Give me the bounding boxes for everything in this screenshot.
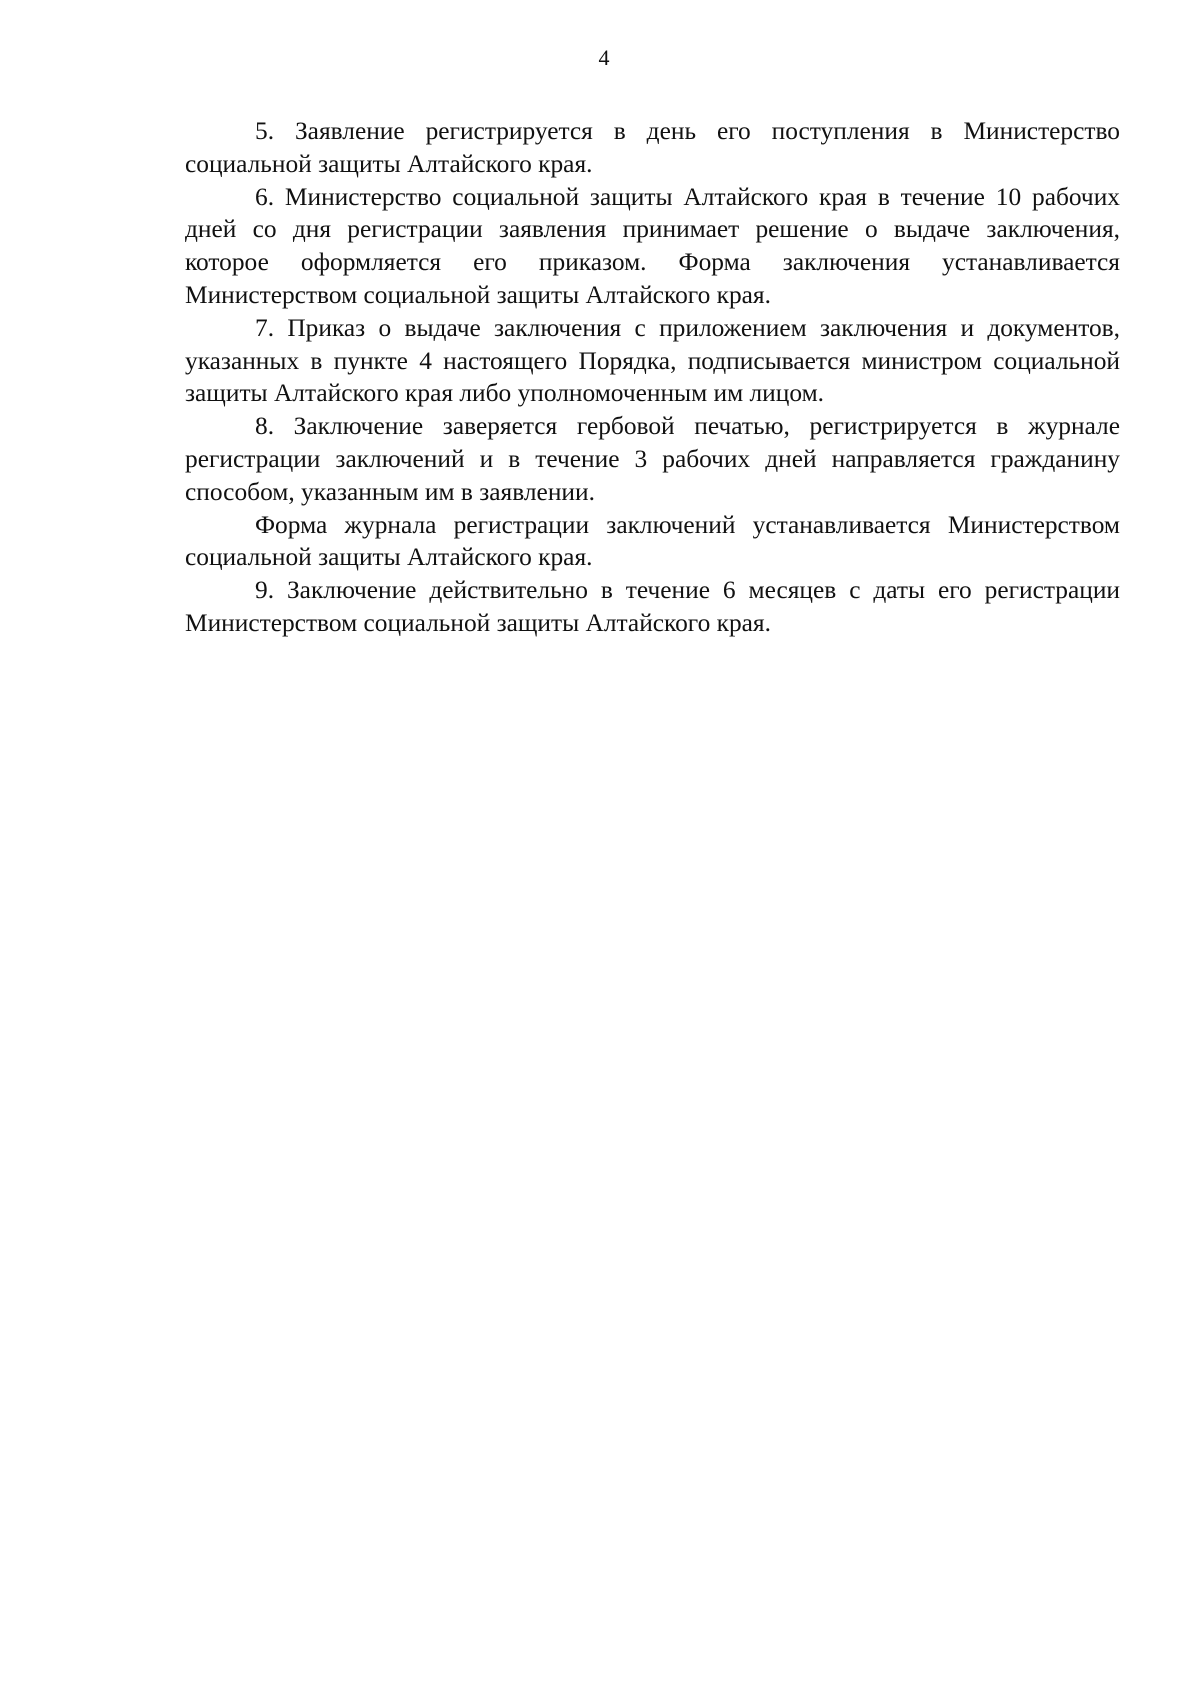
paragraph-5: 5. Заявление регистрируется в день его поступления в Министерство социальной защиты Алтайского края. [185,117,1120,178]
paragraph-7: 7. Приказ о выдаче заключения с приложением заключения и документов, указанных в пункте 4 настоящего Порядка, подписывается министром социальной защиты Алтайского края либо уполномоченным им лицом. [185,313,1120,408]
paragraph-9: 9. Заключение действительно в течение 6 месяцев с даты его регистрации Министерством социальной защиты Алтайского края. [185,576,1120,637]
paragraph-6: 6. Министерство социальной защиты Алтайского края в течение 10 рабочих дней со дня регистрации заявления принимает решение о выдаче заключения, которое оформляется его приказом. Форма заключения устанавливается Министерством социальной защиты Алтайского края. [185,182,1120,309]
paragraph-8-form-note: Форма журнала регистрации заключений устанавливается Министерством социальной защиты Алтайского края. [185,510,1120,572]
page-number: 4 [598,45,610,70]
document-body [185,115,1120,640]
paragraph-8: 8. Заключение заверяется гербовой печатью, регистрируется в журнале регистрации заключений и в течение 3 рабочих дней направляется гражданину способом, указанным им в заявлении. [185,412,1120,506]
